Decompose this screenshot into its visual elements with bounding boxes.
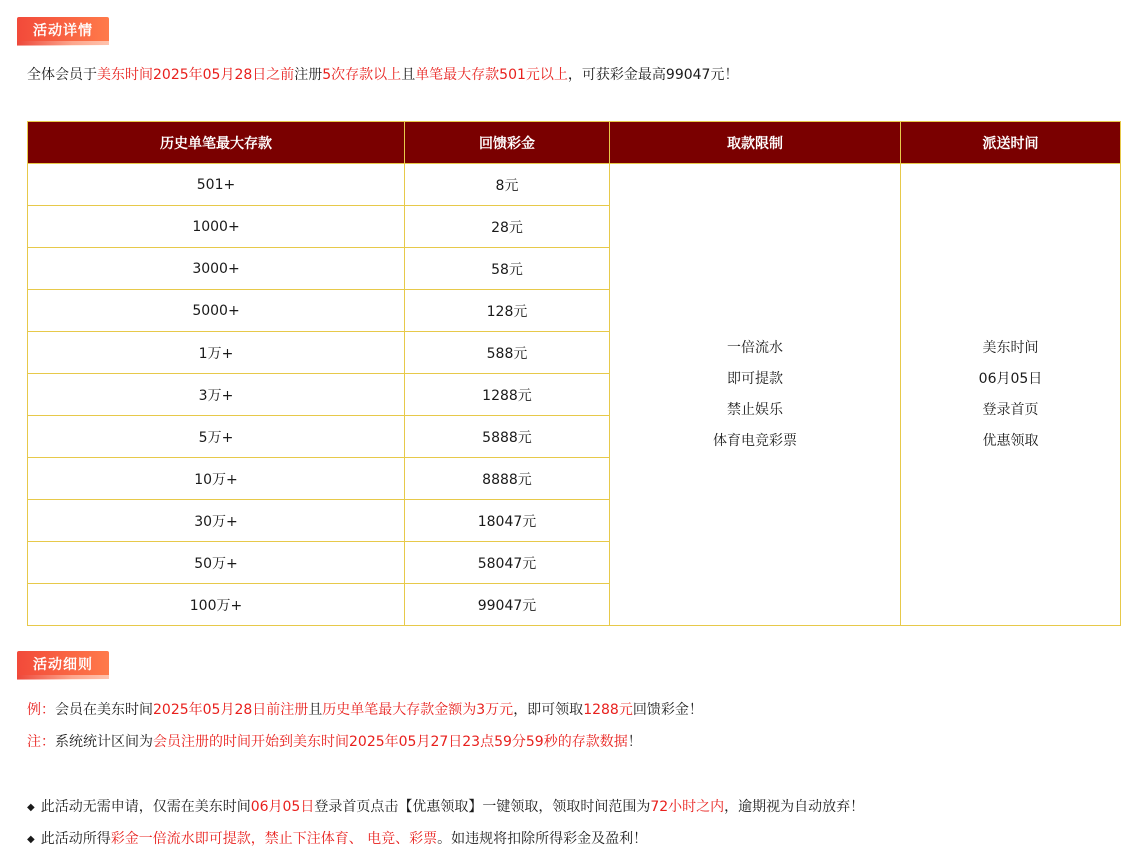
intro-part: 且 [401,67,416,83]
bonus-cell: 128元 [405,290,610,332]
bonus-cell: 1288元 [405,374,610,416]
max-deposit-cell: 1000+ [28,206,405,248]
bonus-cell: 58元 [405,248,610,290]
delivery-time-cell-line: 登录首页 [982,401,1039,418]
example-highlight: 历史单笔最大存款金额为3万元 [322,702,514,718]
delivery-time-cell-line: 优惠领取 [982,432,1039,449]
intro-part: ，可获彩金最高99047元！ [567,67,739,83]
withdraw-limit-cell-line: 体育电竞彩票 [713,432,797,449]
withdraw-limit-cell [610,164,901,626]
max-deposit-cell: 3万+ [28,374,405,416]
rule-highlight: 72小时之内 [650,799,725,815]
example-part: 且 [308,702,323,718]
bonus-cell: 18047元 [405,500,610,542]
rule-part: 此活动无需申请，仅需在美东时间 [40,799,251,815]
max-deposit-cell: 5000+ [28,290,405,332]
intro-part: 注册 [294,67,323,83]
max-deposit-cell: 50万+ [28,542,405,584]
bonus-table [27,121,1121,626]
intro-highlight-date: 美东时间2025年05月28日之前 [97,67,295,83]
note-part: ！ [627,734,642,750]
rule-highlight: 彩金一倍流水即可提款，禁止下注体育、 电竞、彩票 [110,831,438,847]
intro-highlight-deposits: 5次存款以上 [322,67,402,83]
max-deposit-cell: 501+ [28,164,405,206]
example-prefix: 例： [27,702,55,718]
delivery-time-cell [901,164,1121,626]
withdraw-limit-cell-line: 即可提款 [727,370,783,387]
diamond-bullet-icon: ◆ [27,802,35,813]
example-highlight: 1288元 [583,702,633,718]
max-deposit-cell: 30万+ [28,500,405,542]
example-line [27,699,703,719]
bonus-cell: 58047元 [405,542,610,584]
bonus-cell: 5888元 [405,416,610,458]
bonus-cell: 99047元 [405,584,610,626]
diamond-bullet-icon: ◆ [27,834,35,845]
rule-highlight: 06月05日 [250,799,315,815]
max-deposit-cell: 3000+ [28,248,405,290]
header-bonus: 回馈彩金 [405,122,610,164]
max-deposit-cell: 1万+ [28,332,405,374]
note-part: 系统统计区间为 [55,734,153,750]
example-part: 回馈彩金！ [632,702,703,718]
max-deposit-cell: 10万+ [28,458,405,500]
rule-item [27,796,864,816]
note-prefix: 注： [27,734,55,750]
activity-details-tab: 活动详情 [17,17,109,45]
max-deposit-cell: 5万+ [28,416,405,458]
example-highlight: 2025年05月28日前注册 [153,702,309,718]
example-part: 会员在美东时间 [55,702,153,718]
header-withdraw-limit: 取款限制 [610,122,901,164]
max-deposit-cell: 100万+ [28,584,405,626]
rule-part: ，逾期视为自动放弃！ [724,799,865,815]
rule-part: 。如违规将扣除所得彩金及盈利！ [437,831,648,847]
intro-highlight-amount: 单笔最大存款501元以上 [415,67,568,83]
bonus-cell: 8元 [405,164,610,206]
example-part: ，即可领取 [513,702,584,718]
header-delivery-time: 派送时间 [901,122,1121,164]
intro-part: 全体会员于 [27,67,97,83]
withdraw-limit-cell-line: 禁止娱乐 [727,401,783,418]
rule-item [27,828,647,848]
rule-part: 登录首页点击【优惠领取】一键领取，领取时间范围为 [314,799,651,815]
bonus-cell: 28元 [405,206,610,248]
withdraw-limit-cell-line: 一倍流水 [727,339,783,356]
delivery-time-cell-line: 06月05日 [978,370,1043,387]
rule-part: 此活动所得 [40,831,111,847]
header-max-deposit: 历史单笔最大存款 [28,122,405,164]
bonus-cell: 8888元 [405,458,610,500]
intro-text [27,64,738,84]
table-header-row [28,122,1121,164]
table-row [28,164,1121,206]
delivery-time-cell-line: 美东时间 [982,339,1039,356]
note-highlight: 会员注册的时间开始到美东时间2025年05月27日23点59分59秒的存款数据 [153,734,628,750]
bonus-cell: 588元 [405,332,610,374]
activity-rules-tab: 活动细则 [17,651,109,679]
note-line [27,731,642,751]
